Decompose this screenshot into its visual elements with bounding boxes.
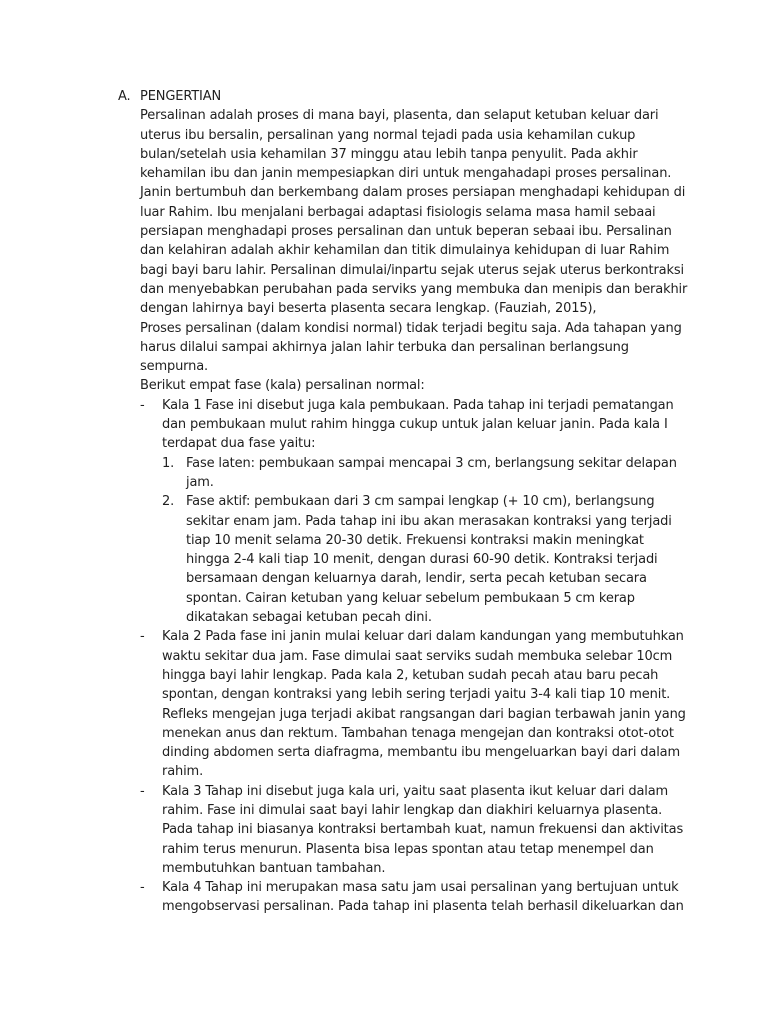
kala-list xyxy=(140,396,688,917)
section-content xyxy=(140,106,688,916)
phase-latent-text: Fase laten: pembukaan sampai mencapai 3 cm, berlangsung sekitar delapan jam. xyxy=(186,455,677,490)
list-item-kala-1 xyxy=(140,396,688,628)
list-item-kala-2 xyxy=(140,627,688,781)
section-marker: A. xyxy=(118,89,131,104)
kala-1-text: Kala 1 Fase ini disebut juga kala pembukaan. Pada tahap ini terjadi pematangan dan pembukaan mulut rahim hingga cukup untuk jalan keluar janin. Pada kala I terdapat dua fase yaitu: xyxy=(162,397,674,452)
paragraph-process: Proses persalinan (dalam kondisi normal) tidak terjadi begitu saja. Ada tahapan yang harus dilalui sampai akhirnya jalan lahir terbuka dan persalinan berlangsung sempurna. xyxy=(140,320,682,375)
bullet-dash: - xyxy=(140,397,145,413)
kala-3-text: Kala 3 Tahap ini disebut juga kala uri, yaitu saat plasenta ikut keluar dari dalam rahim. Fase ini dimulai saat bayi lahir lengkap dan diakhiri keluarnya plasenta. Pada tahap ini biasanya kontraksi bertambah kuat, namun frekuensi dan aktivitas rahim terus menurun. Plasenta bisa lepas spontan atau tetap menempel dan membutuhkan bantuan tambahan. xyxy=(162,783,684,876)
section-heading xyxy=(118,87,688,106)
kala-2-text: Kala 2 Pada fase ini janin mulai keluar dari dalam kandungan yang membutuhkan waktu sekitar dua jam. Fase dimulai saat serviks sudah membuka selebar 10cm hingga bayi lahir lengkap. Pada kala 2, ketuban sudah pecah atau baru pecah spontan, dengan kontraksi yang lebih sering terjadi yaitu 3-4 kali tiap 10 menit. Refleks mengejan juga terjadi akibat rangsangan dari bagian terbawah janin yang menekan anus dan rektum. Tambahan tenaga mengejan dan kontraksi otot-otot dinding abdomen serta diafragma, membantu ibu mengeluarkan bayi dari dalam rahim. xyxy=(162,629,686,780)
bullet-dash: - xyxy=(140,783,145,799)
kala-1-phase-list xyxy=(162,454,688,628)
bullet-dash: - xyxy=(140,629,145,645)
bullet-dash: - xyxy=(140,880,145,896)
phase-number: 1. xyxy=(162,455,175,471)
list-item-phase-latent xyxy=(162,454,688,493)
section-title: PENGERTIAN xyxy=(140,89,222,104)
list-item-kala-4 xyxy=(140,878,688,917)
phase-active-text: Fase aktif: pembukaan dari 3 cm sampai lengkap (+ 10 cm), berlangsung sekitar enam jam. Pada tahap ini ibu akan merasakan kontraksi yang terjadi tiap 10 menit selama 20-30 detik. Frekuensi kontraksi makin meningkat hingga 2-4 kali tiap 10 menit, dengan durasi 60-90 detik. Kontraksi terjadi bersamaan dengan keluarnya darah, lendir, serta pecah ketuban secara spontan. Cairan ketuban yang keluar sebelum pembukaan 5 cm kerap dikatakan sebagai ketuban pecah dini. xyxy=(186,494,672,626)
paragraph-intro-phases: Berikut empat fase (kala) persalinan normal: xyxy=(140,378,425,394)
list-item-kala-3 xyxy=(140,782,688,878)
phase-number: 2. xyxy=(162,494,175,510)
paragraph-definition: Persalinan adalah proses di mana bayi, plasenta, dan selaput ketuban keluar dari uterus ibu bersalin, persalinan yang normal tejadi pada usia kehamilan cukup bulan/setelah usia kehamilan 37 minggu atau lebih tanpa penyulit. Pada akhir kehamilan ibu dan janin mempesiapkan diri untuk mengahadapi proses persalinan. Janin bertumbuh dan berkembang dalam proses persiapan menghadapi kehidupan di luar Rahim. Ibu menjalani berbagai adaptasi fisiologis selama masa hamil sebaai persiapan menghadapi proses persalinan dan untuk beperan sebaai ibu. Persalinan dan kelahiran adalah akhir kehamilan dan titik dimulainya kehidupan di luar Rahim bagi bayi baru lahir. Persalinan dimulai/inpartu sejak uterus sejak uterus berkontraksi dan menyebabkan perubahan pada serviks yang membuka dan menipis dan berakhir dengan lahirnya bayi beserta plasenta secara lengkap. (Fauziah, 2015), xyxy=(140,108,688,317)
document-body xyxy=(118,87,688,917)
list-item-phase-active xyxy=(162,492,688,627)
kala-4-text: Kala 4 Tahap ini merupakan masa satu jam usai persalinan yang bertujuan untuk mengobservasi persalinan. Pada tahap ini plasenta telah berhasil dikeluarkan dan xyxy=(162,880,684,915)
